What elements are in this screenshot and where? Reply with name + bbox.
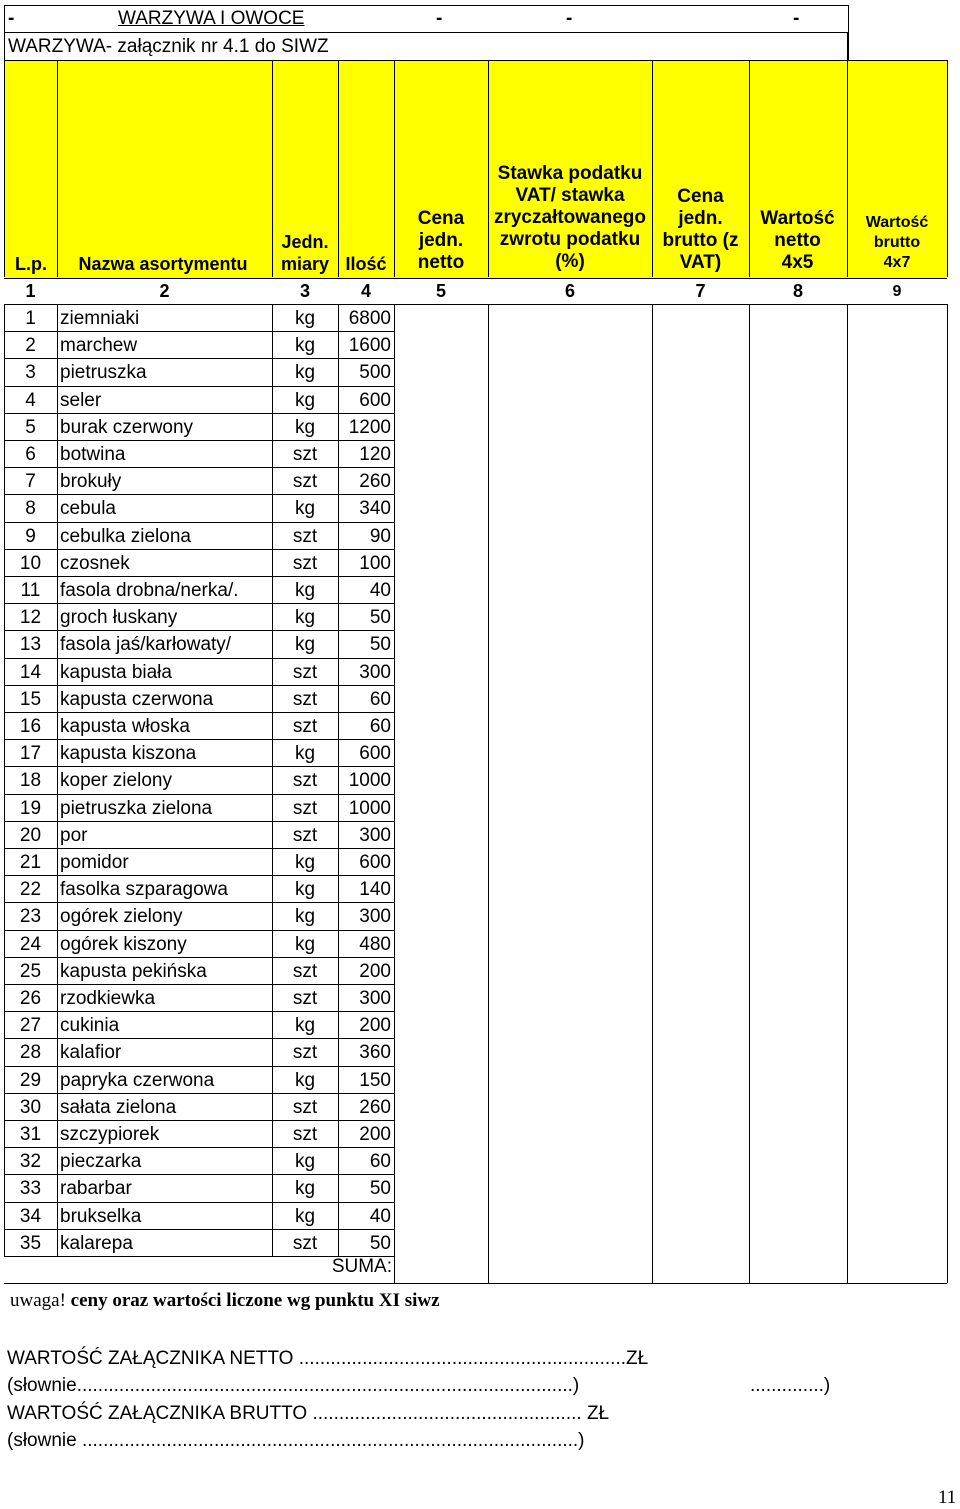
row-name: kapusta czerwona <box>60 688 214 710</box>
row-name: cebulka zielona <box>60 525 191 547</box>
grid-line <box>847 60 848 277</box>
header-lp: L.p. <box>15 254 47 274</box>
row-qty: 340 <box>359 498 391 520</box>
row-unit: kg <box>294 634 316 656</box>
row-qty: 600 <box>359 852 391 873</box>
row-name: fasolka szparagowa <box>60 879 228 901</box>
row-unit: kg <box>294 580 316 601</box>
row-lp: 33 <box>19 1178 42 1200</box>
row-lp: 24 <box>19 933 42 955</box>
row-qty: 120 <box>359 444 391 465</box>
row-lp: 8 <box>25 498 36 520</box>
column-number: 7 <box>695 281 706 301</box>
sheet-subtitle: WARZYWA- załącznik nr 4.1 do SIWZ <box>8 36 329 57</box>
row-lp: 32 <box>19 1151 42 1173</box>
title-row-underline <box>4 32 847 33</box>
row-name: ogórek zielony <box>60 906 183 928</box>
row-qty: 200 <box>359 1015 391 1037</box>
row-qty: 50 <box>369 607 391 629</box>
row-unit: szt <box>292 988 318 1009</box>
row-unit: szt <box>292 444 318 465</box>
row-name: kapusta pekińska <box>60 960 207 982</box>
grid-line <box>4 1283 947 1284</box>
row-unit: kg <box>294 1151 316 1173</box>
row-name: pieczarka <box>60 1151 142 1173</box>
dash-4: - <box>793 8 800 29</box>
row-lp: 31 <box>19 1124 42 1145</box>
row-unit: kg <box>294 607 316 629</box>
row-unit: szt <box>292 1042 318 1064</box>
row-qty: 50 <box>369 1178 391 1200</box>
row-unit: kg <box>294 308 316 329</box>
row-lp: 15 <box>19 688 42 710</box>
row-qty: 300 <box>359 988 391 1009</box>
row-lp: 29 <box>19 1069 42 1091</box>
note-text: ceny oraz wartości liczone wg punktu XI siwz <box>70 1290 440 1311</box>
row-qty: 300 <box>359 824 391 846</box>
grid-line <box>749 304 750 1283</box>
header-price-net: Cena jedn. netto <box>417 208 465 273</box>
row-name: groch łuskany <box>60 607 178 629</box>
header-name: Nazwa asortymentu <box>78 254 248 274</box>
column-number: 3 <box>299 281 310 301</box>
row-qty: 480 <box>359 933 391 955</box>
row-name: por <box>60 824 88 846</box>
row-qty: 260 <box>359 1096 391 1118</box>
row-qty: 500 <box>359 362 391 384</box>
row-qty: 40 <box>369 580 391 601</box>
row-unit: kg <box>294 906 316 928</box>
dash-3: - <box>566 8 573 29</box>
column-number: 1 <box>25 281 36 301</box>
row-lp: 12 <box>19 607 42 629</box>
row-unit: kg <box>294 335 316 357</box>
row-name: pietruszka zielona <box>60 797 213 819</box>
row-lp: 26 <box>19 988 42 1009</box>
row-qty: 60 <box>369 688 391 710</box>
row-unit: szt <box>292 960 318 982</box>
note-prefix: uwaga! <box>10 1290 66 1311</box>
row-lp: 17 <box>19 743 42 765</box>
note <box>10 1290 440 1312</box>
column-number: 9 <box>892 283 902 300</box>
row-name: cebula <box>60 498 116 520</box>
row-lp: 11 <box>20 580 41 601</box>
row-unit: kg <box>294 879 316 901</box>
row-name: szczypiorek <box>60 1124 160 1145</box>
grid-line <box>488 304 489 1283</box>
column-number: 2 <box>159 281 170 301</box>
column-number: 6 <box>564 281 575 301</box>
grid-line <box>488 60 489 277</box>
grid-line <box>749 60 750 277</box>
row-lp: 4 <box>25 389 36 411</box>
row-lp: 18 <box>19 770 42 792</box>
footer-slownie-2: (słownie ..............................................................................................) <box>7 1430 585 1451</box>
row-name: fasola jaś/karłowaty/ <box>60 634 232 656</box>
row-qty: 300 <box>359 906 391 928</box>
row-unit: kg <box>294 1069 316 1091</box>
row-qty: 1000 <box>348 797 391 819</box>
row-qty: 50 <box>369 634 391 656</box>
column-number: 8 <box>792 281 803 301</box>
row-lp: 7 <box>25 471 36 493</box>
row-qty: 1000 <box>348 770 391 792</box>
row-name: cukinia <box>60 1015 120 1037</box>
row-lp: 3 <box>25 362 36 384</box>
grid-line <box>652 60 653 277</box>
grid-line <box>57 60 58 277</box>
row-lp: 25 <box>19 960 42 982</box>
grid-line <box>4 60 5 277</box>
row-name: kapusta włoska <box>60 716 190 737</box>
row-unit: kg <box>294 1178 316 1200</box>
row-unit: szt <box>292 688 318 710</box>
page-number: 11 <box>938 1487 957 1508</box>
row-name: burak czerwony <box>60 416 194 438</box>
row-unit: szt <box>292 471 318 493</box>
row-name: fasola drobna/nerka/. <box>60 580 239 601</box>
row-qty: 60 <box>369 716 391 737</box>
row-qty: 200 <box>359 1124 391 1145</box>
row-name: kapusta kiszona <box>60 743 197 765</box>
row-lp: 23 <box>19 906 42 928</box>
row-lp: 9 <box>25 525 36 547</box>
grid-line <box>947 304 948 1283</box>
row-name: pomidor <box>60 852 129 873</box>
header-value-gross: Wartość brutto 4x7 <box>865 214 929 271</box>
row-name: rzodkiewka <box>60 988 156 1009</box>
grid-line <box>394 60 395 277</box>
row-lp: 16 <box>19 716 42 737</box>
row-unit: szt <box>292 770 318 792</box>
grid-line <box>57 304 58 1256</box>
row-qty: 260 <box>359 471 391 493</box>
row-lp: 5 <box>25 416 36 438</box>
grid-line <box>847 304 848 1283</box>
row-name: ogórek kiszony <box>60 933 187 955</box>
row-lp: 28 <box>19 1042 42 1064</box>
footer-slownie-1b: ..............) <box>750 1375 831 1396</box>
row-name: papryka czerwona <box>60 1069 215 1091</box>
row-unit: szt <box>292 716 318 737</box>
row-qty: 1600 <box>348 335 391 357</box>
row-lp: 10 <box>19 552 42 574</box>
row-name: pietruszka <box>60 362 147 384</box>
row-unit: kg <box>294 1205 316 1227</box>
row-lp: 30 <box>19 1096 42 1118</box>
sheet-title: WARZYWA I OWOCE <box>118 8 305 29</box>
row-qty: 600 <box>359 389 391 411</box>
row-unit: kg <box>294 416 316 438</box>
grid-line <box>394 304 395 1283</box>
row-name: kapusta biała <box>60 661 172 683</box>
row-lp: 1 <box>25 308 36 329</box>
title-right-border <box>847 32 848 60</box>
footer-netto: WARTOŚĆ ZAŁĄCZNIKA NETTO ..............................................................ZŁ <box>7 1348 649 1369</box>
row-name: ziemniaki <box>60 308 140 329</box>
grid-line <box>272 60 273 277</box>
row-name: marchew <box>60 335 138 357</box>
row-unit: szt <box>292 1232 318 1254</box>
row-name: kalafior <box>60 1042 122 1064</box>
header-qty: Ilość <box>345 254 387 274</box>
grid-line <box>338 60 339 277</box>
row-lp: 35 <box>19 1232 42 1254</box>
row-qty: 90 <box>369 525 391 547</box>
row-unit: kg <box>294 852 316 873</box>
row-name: seler <box>60 389 102 411</box>
row-qty: 60 <box>369 1151 391 1173</box>
row-name: kalarepa <box>60 1232 133 1254</box>
row-lp: 34 <box>19 1205 42 1227</box>
row-qty: 150 <box>359 1069 391 1091</box>
row-unit: kg <box>294 1015 316 1037</box>
grid-line <box>652 304 653 1283</box>
header-vat: Stawka podatku VAT/ stawka zryczałtowanego zwrotu podatku (%) <box>493 163 647 272</box>
row-unit: szt <box>292 1096 318 1118</box>
row-unit: szt <box>292 824 318 846</box>
row-lp: 13 <box>19 634 42 656</box>
row-unit: kg <box>294 498 316 520</box>
dash-1: - <box>8 8 15 29</box>
row-lp: 6 <box>25 444 36 465</box>
header-value-net: Wartość netto 4x5 <box>760 208 835 273</box>
row-lp: 19 <box>19 797 42 819</box>
footer-slownie-1: (słownie..............................................................................................) <box>7 1375 580 1396</box>
sum-label: SUMA: <box>331 1256 392 1277</box>
column-number: 4 <box>360 281 371 301</box>
row-unit: szt <box>292 797 318 819</box>
row-name: koper zielony <box>60 770 172 792</box>
row-unit: szt <box>292 661 318 683</box>
row-name: brokuły <box>60 471 122 493</box>
grid-line <box>947 60 948 277</box>
row-qty: 300 <box>359 661 391 683</box>
row-lp: 22 <box>19 879 42 901</box>
row-qty: 50 <box>369 1232 391 1254</box>
row-qty: 1200 <box>348 416 391 438</box>
row-name: brukselka <box>60 1205 142 1227</box>
row-qty: 40 <box>369 1205 391 1227</box>
row-qty: 200 <box>359 960 391 982</box>
row-lp: 14 <box>19 661 42 683</box>
row-qty: 360 <box>359 1042 391 1064</box>
row-unit: szt <box>292 1124 318 1145</box>
row-qty: 6800 <box>348 308 391 329</box>
row-unit: szt <box>292 525 318 547</box>
row-name: rabarbar <box>60 1178 132 1200</box>
row-name: sałata zielona <box>60 1096 177 1118</box>
row-unit: kg <box>294 389 316 411</box>
header-price-gross: Cena jedn. brutto (z VAT) <box>662 186 739 273</box>
dash-2: - <box>436 8 443 29</box>
footer-brutto: WARTOŚĆ ZAŁĄCZNIKA BRUTTO ................................................... ZŁ <box>7 1403 610 1424</box>
row-unit: kg <box>294 362 316 384</box>
row-lp: 21 <box>19 852 42 873</box>
row-lp: 2 <box>25 335 36 357</box>
column-number: 5 <box>435 281 446 301</box>
row-name: czosnek <box>60 552 130 574</box>
row-unit: szt <box>292 552 318 574</box>
header-unit: Jedn. miary <box>280 232 330 274</box>
row-qty: 600 <box>359 743 391 765</box>
row-qty: 100 <box>359 552 391 574</box>
row-qty: 140 <box>359 879 391 901</box>
row-name: botwina <box>60 444 126 465</box>
row-unit: kg <box>294 933 316 955</box>
row-lp: 27 <box>19 1015 42 1037</box>
grid-line <box>394 304 947 305</box>
row-unit: kg <box>294 743 316 765</box>
row-lp: 20 <box>19 824 42 846</box>
